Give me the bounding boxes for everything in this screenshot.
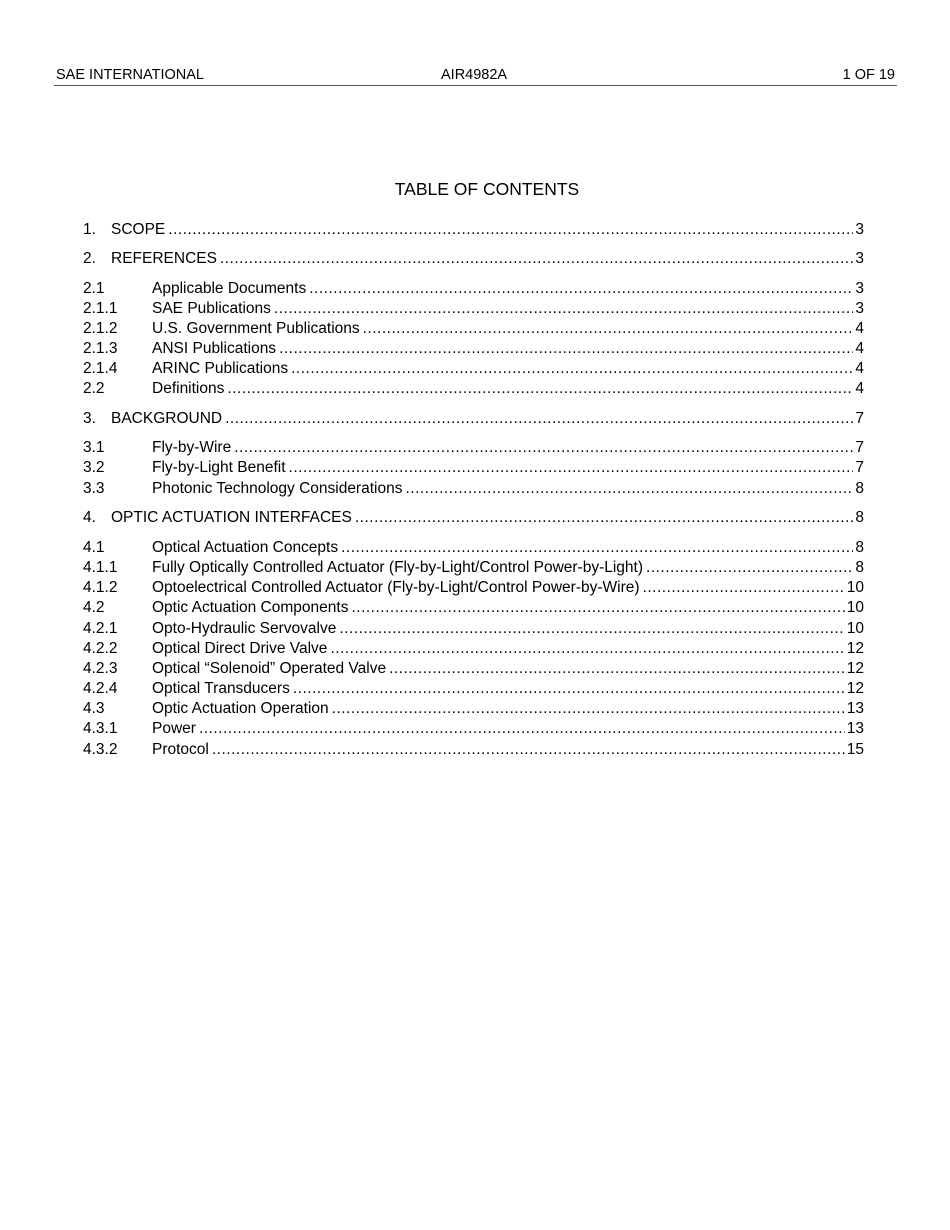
toc-dot-leader	[389, 659, 845, 679]
toc-entry-title: Definitions	[152, 380, 225, 397]
toc-entry[interactable]	[83, 220, 864, 240]
toc-entry[interactable]	[83, 639, 864, 659]
toc-entry-page-number: 4	[855, 380, 864, 397]
toc-entry-title: Power	[152, 720, 196, 737]
toc-entry-number: 1.	[83, 221, 96, 238]
header-document-number: AIR4982A	[441, 67, 508, 83]
toc-entry-title: Protocol	[152, 741, 209, 758]
toc-dot-leader	[227, 379, 853, 399]
toc-entry-page-number: 7	[855, 459, 864, 476]
toc-entry[interactable]	[83, 409, 864, 429]
toc-dot-leader	[212, 740, 845, 760]
toc-entry[interactable]	[83, 699, 864, 719]
toc-entry[interactable]	[83, 438, 864, 458]
toc-entry-title: Fly-by-Light Benefit	[152, 459, 286, 476]
toc-entry-page-number: 3	[855, 221, 864, 238]
toc-entry-page-number: 3	[855, 300, 864, 317]
toc-entry-number: 4.1	[83, 539, 105, 556]
toc-entry-number: 2.1	[83, 280, 105, 297]
toc-dot-leader	[225, 409, 853, 429]
toc-entry-page-number: 7	[855, 410, 864, 427]
toc-entry-title: SAE Publications	[152, 300, 271, 317]
toc-entry-page-number: 3	[855, 250, 864, 267]
toc-dot-leader	[646, 558, 853, 578]
toc-entry-page-number: 10	[846, 620, 864, 637]
toc-entry-number: 4.3.1	[83, 720, 118, 737]
toc-entry-page-number: 12	[846, 640, 864, 657]
toc-entry-page-number: 8	[855, 559, 864, 576]
toc-dot-leader	[279, 339, 853, 359]
toc-entry-number: 4.3	[83, 700, 105, 717]
toc-dot-leader	[363, 319, 854, 339]
toc-entry-title: Optical Direct Drive Valve	[152, 640, 328, 657]
toc-dot-leader	[341, 538, 853, 558]
header-page-indicator: 1 OF 19	[842, 67, 895, 83]
toc-entry-page-number: 4	[855, 360, 864, 377]
toc-entry-title: Optical Transducers	[152, 680, 290, 697]
toc-entry[interactable]	[83, 578, 864, 598]
toc-dot-leader	[355, 508, 854, 528]
toc-entry[interactable]	[83, 339, 864, 359]
toc-entry[interactable]	[83, 379, 864, 399]
toc-entry-title: Optical “Solenoid” Operated Valve	[152, 660, 387, 677]
toc-entry-title: Fly-by-Wire	[152, 439, 232, 456]
toc-dot-leader	[293, 679, 845, 699]
toc-entry-title: SCOPE	[111, 221, 166, 238]
toc-entry-title: Photonic Technology Considerations	[152, 480, 403, 497]
toc-entry-number: 2.1.3	[83, 340, 118, 357]
toc-dot-leader	[405, 479, 853, 499]
page-header	[54, 66, 897, 86]
toc-entry[interactable]	[83, 558, 864, 578]
toc-entry[interactable]	[83, 249, 864, 269]
toc-entry-title: Optic Actuation Operation	[152, 700, 329, 717]
toc-entry-number: 3.3	[83, 480, 105, 497]
toc-entry-number: 2.	[83, 250, 96, 267]
toc-dot-leader	[274, 299, 853, 319]
toc-title: TABLE OF CONTENTS	[394, 179, 580, 199]
toc-entry[interactable]	[83, 659, 864, 679]
toc-entry-number: 3.	[83, 410, 96, 427]
toc-entry-number: 2.1.4	[83, 360, 118, 377]
header-organization: SAE INTERNATIONAL	[56, 67, 204, 83]
toc-entry-number: 4.1.2	[83, 579, 118, 596]
toc-entry-page-number: 15	[846, 741, 864, 758]
toc-entry-title: BACKGROUND	[111, 410, 223, 427]
toc-entry-title: ARINC Publications	[152, 360, 289, 377]
toc-entry-page-number: 4	[855, 320, 864, 337]
toc-dot-leader	[351, 598, 844, 618]
toc-entry-number: 4.2.1	[83, 620, 118, 637]
toc-entry-number: 2.2	[83, 380, 105, 397]
toc-dot-leader	[309, 279, 853, 299]
toc-entry-number: 4.3.2	[83, 741, 118, 758]
toc-entry-number: 4.2.4	[83, 680, 118, 697]
toc-entry-page-number: 13	[846, 700, 864, 717]
toc-entry[interactable]	[83, 679, 864, 699]
toc-entry-page-number: 12	[846, 660, 864, 677]
toc-entry[interactable]	[83, 279, 864, 299]
toc-entry-page-number: 8	[855, 509, 864, 526]
toc-entry[interactable]	[83, 740, 864, 760]
toc-entry-title: Optical Actuation Concepts	[152, 539, 339, 556]
toc-entry[interactable]	[83, 319, 864, 339]
toc-dot-leader	[168, 220, 853, 240]
toc-entry-number: 2.1.1	[83, 300, 118, 317]
toc-entry[interactable]	[83, 458, 864, 478]
toc-entry-title: Opto-Hydraulic Servovalve	[152, 620, 337, 637]
toc-entry-page-number: 3	[855, 280, 864, 297]
toc-entry-title: ANSI Publications	[152, 340, 277, 357]
toc-dot-leader	[220, 249, 853, 269]
toc-entry[interactable]	[83, 508, 864, 528]
toc-entry-page-number: 13	[846, 720, 864, 737]
toc-entry-page-number: 4	[855, 340, 864, 357]
toc-dot-leader	[291, 359, 853, 379]
toc-dot-leader	[339, 619, 844, 639]
toc-entry-number: 4.	[83, 509, 96, 526]
toc-entry-title: Applicable Documents	[152, 280, 307, 297]
toc-dot-leader	[289, 458, 854, 478]
toc-entry-number: 4.2	[83, 599, 105, 616]
toc-entry-number: 4.2.2	[83, 640, 118, 657]
toc-entry[interactable]	[83, 619, 864, 639]
toc-entry[interactable]	[83, 359, 864, 379]
toc-entry-number: 2.1.2	[83, 320, 118, 337]
toc-entry[interactable]	[83, 719, 864, 739]
toc-entry-page-number: 12	[846, 680, 864, 697]
toc-entry-title: U.S. Government Publications	[152, 320, 360, 337]
toc-entry-page-number: 8	[855, 539, 864, 556]
toc-entry-page-number: 10	[846, 579, 864, 596]
toc-entry-title: OPTIC ACTUATION INTERFACES	[111, 509, 352, 526]
toc-dot-leader	[199, 719, 845, 739]
toc-entry-title: Fully Optically Controlled Actuator (Fly-by-Light/Control Power-by-Light)	[152, 559, 644, 576]
toc-dot-leader	[234, 438, 853, 458]
toc-entry[interactable]	[83, 299, 864, 319]
toc-entry[interactable]	[83, 598, 864, 618]
toc-entry-title: Optoelectrical Controlled Actuator (Fly-by-Light/Control Power-by-Wire)	[152, 579, 640, 596]
toc-dot-leader	[330, 639, 844, 659]
toc-entry-title: REFERENCES	[111, 250, 217, 267]
toc-dot-leader	[332, 699, 845, 719]
toc-entry-number: 4.2.3	[83, 660, 118, 677]
toc-entry[interactable]	[83, 479, 864, 499]
toc-entry-number: 3.1	[83, 439, 105, 456]
toc-entry-page-number: 7	[855, 439, 864, 456]
toc-entry-title: Optic Actuation Components	[152, 599, 349, 616]
toc-dot-leader	[643, 578, 845, 598]
toc-entry[interactable]	[83, 538, 864, 558]
toc-entry-number: 4.1.1	[83, 559, 118, 576]
toc-entry-page-number: 10	[846, 599, 864, 616]
toc-entry-page-number: 8	[855, 480, 864, 497]
toc-entry-number: 3.2	[83, 459, 105, 476]
